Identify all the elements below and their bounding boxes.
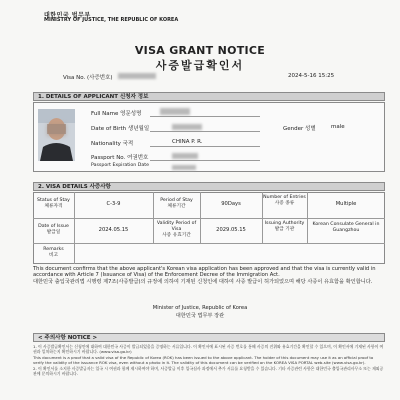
validity-period-label: Validity Period of Visa 사증 유효기간 (156, 221, 197, 238)
full-name-redacted (160, 108, 190, 115)
passport-expiration-label: Passport Expiration Date (91, 163, 149, 168)
status-of-stay-value: C-3-9 (106, 201, 121, 207)
date-of-issue-label: Date of Issue 발급일 (38, 224, 69, 235)
table-row-divider (33, 243, 385, 244)
notice-item: This document is a proof that a valid visa of the Republic of Korea (ROK) has been issued to the above applicant. The holder of this document may use it as an official proof to verify the validity of the issuance ROK visa, even without a photo in it. The validity of this document can be verified on the KOREA VISA PORTAL web-site (www.visa.go.kr). (33, 355, 374, 365)
dob-label: Date of Birth 생년월일 (91, 126, 150, 132)
table-col-divider (307, 192, 308, 243)
period-of-stay-value: 90Days (221, 201, 241, 207)
notice-body (33, 344, 385, 377)
validity-period-value: 2029.05.15 (216, 227, 246, 233)
passport-number-redacted (172, 153, 198, 159)
section-visa-heading: 2. VISA DETAILS 사증사항 (33, 182, 385, 191)
gender-value: male (331, 124, 345, 130)
ministry-name-english: MINISTRY OF JUSTICE, THE REPUBLIC OF KOREA (44, 17, 179, 23)
signature-english: Minister of Justice, Republic of Korea (152, 305, 248, 311)
notice-item: 2. 이 확인서를 소지한 사증발급자는 입국 시 여권과 함께 제시하여야 하며, 사증발급 이후 입국심사 과정에서 추가 서류를 요청받을 수 있습니다. 기타 사증관련 사항은 대한민국 출입국관리사무소 또는 재외공관에 문의하시기 바랍니다. (33, 366, 384, 376)
date-of-issue-value: 2024.05.15 (98, 227, 129, 233)
ministry-name-korean: 대한민국 법무부 (44, 12, 91, 19)
status-of-stay-label: Status of Stay 체류자격 (37, 198, 70, 209)
signature-korean: 대한민국 법무부 장관 (175, 313, 225, 319)
gender-label: Gender 성별 (283, 126, 316, 132)
notice-item: 1. 이 사증발급확인서는 신청인에 대하여 대한민국 사증이 발급되었음을 증명하는 서류입니다. 이 확인서에 표시된 사증 번호를 통해 사증의 진위와 유효기간을 확인할 수 있으며, 이 확인서에 기재된 사항이 여권과 일치하는지 확인하시기 바랍니다. (www.visa.go.kr) (33, 344, 384, 354)
passport-expiration-redacted (172, 165, 196, 170)
notice-heading: < 주의사항 NOTICE > (33, 333, 385, 342)
document-title-korean: 사증발급확인서 (155, 59, 245, 72)
applicant-details-box (33, 102, 385, 172)
visa-number-label: Visa No. (사증번호) (63, 75, 113, 81)
confirmation-statement (33, 266, 385, 285)
document-title-english: VISA GRANT NOTICE (134, 44, 266, 57)
issuing-authority-label: Issuing Authority 발급 기관 (264, 221, 305, 232)
full-name-label: Full Name 영문성명 (91, 111, 142, 117)
number-of-entries-value: Multiple (335, 201, 357, 207)
passport-number-rule (150, 160, 260, 161)
nationality-value: CHINA P. R. (172, 139, 203, 145)
applicant-photo (38, 109, 75, 161)
nationality-label: Nationality 국적 (91, 141, 134, 147)
section-applicant-heading: 1. DETAILS OF APPLICANT 신청자 정보 (33, 92, 385, 101)
nationality-rule (150, 146, 260, 147)
period-of-stay-label: Period of Stay 체류기간 (160, 198, 193, 209)
dob-redacted (172, 124, 202, 130)
person-photo-icon (38, 109, 75, 161)
number-of-entries-label: Number of Entries 사증 종류 (263, 195, 306, 206)
dob-rule (150, 131, 260, 132)
issue-datetime: 2024-5-16 15:25 (288, 73, 335, 79)
table-col-divider (200, 192, 201, 243)
full-name-rule (150, 116, 260, 117)
table-row-divider (33, 218, 385, 219)
confirmation-statement-korean: 대한민국 출입국관리법 시행령 제7조(사증발급)의 규정에 의하여 기재된 신청인에 대하여 사증 발급이 허가되었으며 해당 사증이 유효함을 확인합니다. (33, 278, 373, 285)
passport-number-label: Passport No. 여권번호 (91, 155, 149, 161)
issuing-authority-value: Korean Consulate General in Guangzhou (312, 222, 380, 233)
confirmation-statement-english: This document confirms that the above applicant's Korean visa application has been approved and that the visa is currently valid in accordance with Article 7 (Issuance of Visa) of the Enforcement Decree of the Immigration Act. (33, 266, 376, 279)
visa-number-redacted (118, 73, 156, 79)
remarks-label: Remarks 비고 (43, 247, 64, 258)
